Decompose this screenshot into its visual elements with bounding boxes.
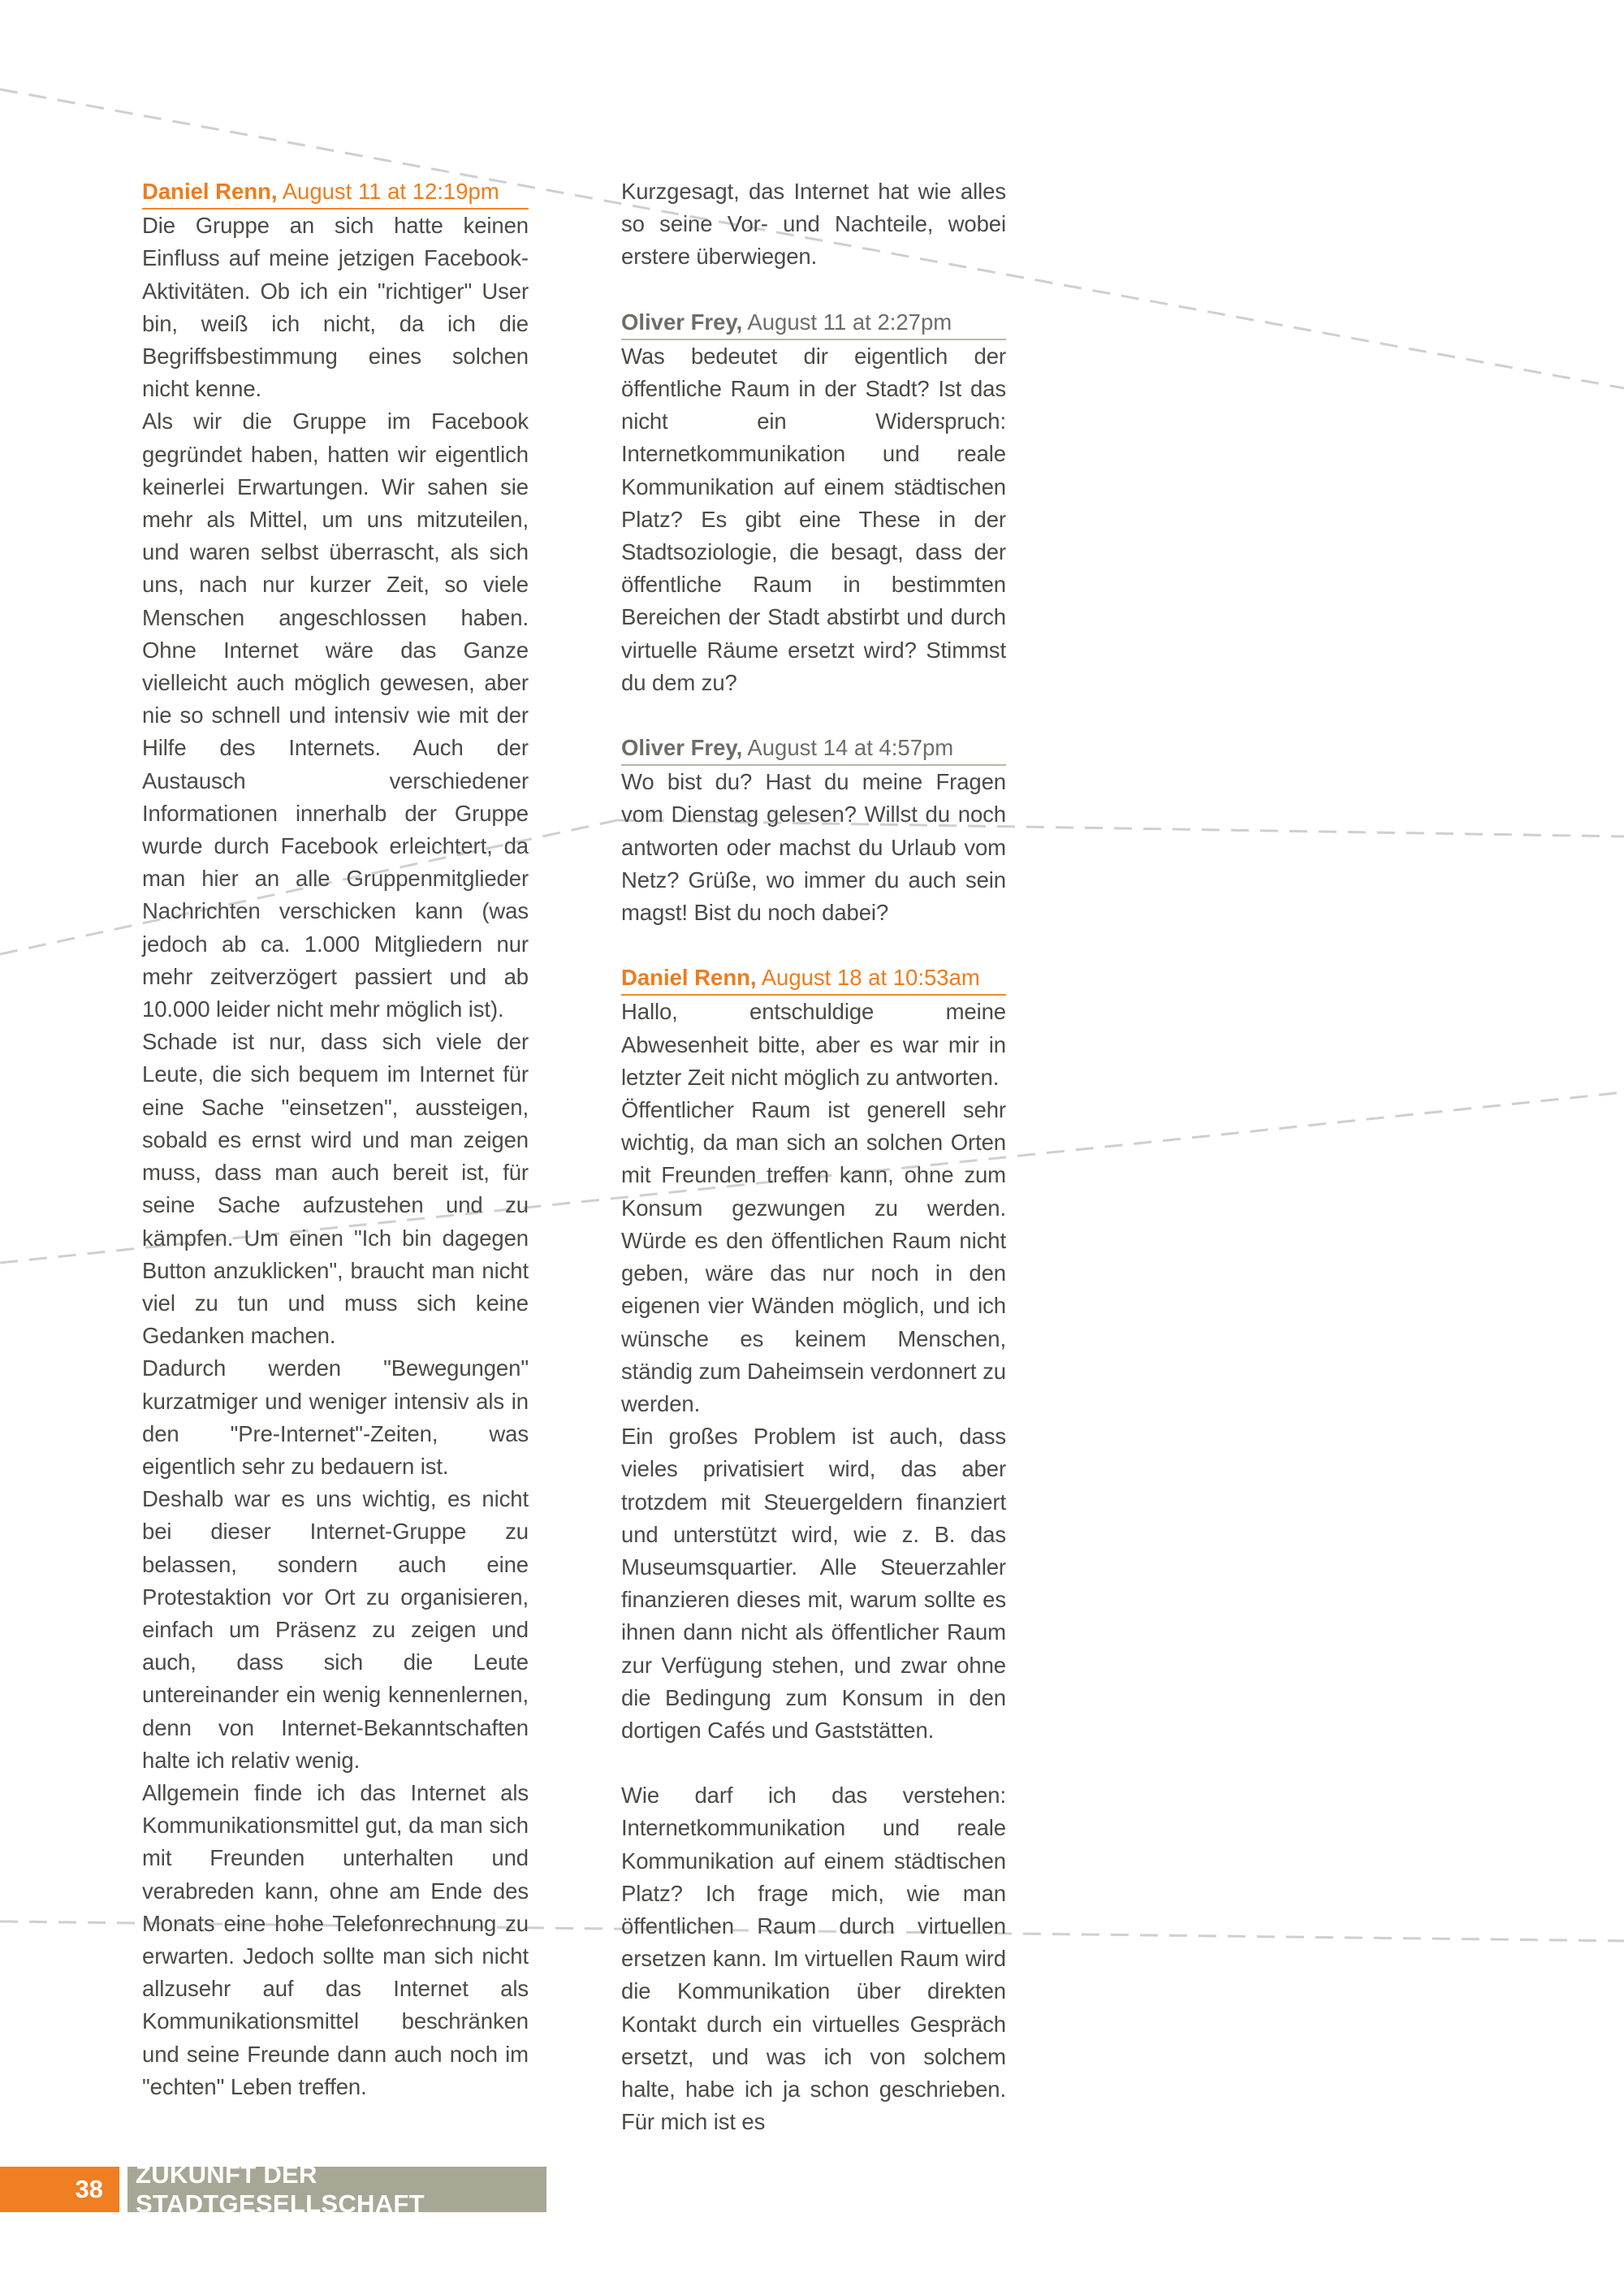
section-title: ZUKUNFT DER STADTGESELLSCHAFT <box>127 2167 546 2212</box>
spacer <box>621 274 1006 306</box>
post-date: August 14 at 4:57pm <box>747 735 954 761</box>
post-header <box>142 175 529 210</box>
right-column <box>621 175 1006 2138</box>
post-author: Oliver Frey, <box>621 735 743 761</box>
post-paragraph: Als wir die Gruppe im Facebook gegründet haben, hatten wir eigentlich keinerlei Erwartungen. Wir sahen sie mehr als Mittel, um uns mitzuteilen, und waren selbst überrascht, als sich uns, nach nur kurzer Zeit, so viele Menschen angeschlossen haben. Ohne Internet wäre das Ganze vielleicht auch möglich gewesen, aber nie so schnell und intensiv wie mit der Hilfe des Internets. Auch der Austausch verschiedener Informationen innerhalb der Gruppe wurde durch Facebook erleichtert, da man hier an alle Gruppenmitglieder Nachrichten verschicken kann (was jedoch ab ca. 1.000 Mitgliedern nur mehr zeitverzögert passiert und ab 10.000 leider nicht mehr möglich ist). <box>142 408 529 1022</box>
left-column <box>142 175 529 2103</box>
post-author: Daniel Renn, <box>621 965 757 991</box>
post-paragraph: Die Gruppe an sich hatte keinen Einfluss auf meine jetzigen Facebook-Aktivitäten. Ob ich ein "richtiger" User bin, weiß ich nicht, da ich die Begriffsbestimmung eines solchen nicht kenne. <box>142 213 529 402</box>
post-paragraph: Ein großes Problem ist auch, dass vieles privatisiert wird, das aber trotzdem mit Steuergeldern finanziert und unterstützt wird, wie z. B. das Museumsquartier. Alle Steuerzahler finanzieren dieses mit, warum sollte es ihnen dann nicht als öffentlicher Raum zur Verfügung stehen, und zwar ohne die Bedingung zum Konsum in den dortigen Cafés und Gaststätten. <box>621 1424 1006 1743</box>
page-number: 38 <box>0 2167 119 2212</box>
spacer <box>621 699 1006 732</box>
post-paragraph: Dadurch werden "Bewegungen" kurzatmiger und weniger intensiv als in den "Pre-Internet"-Zeiten, was eigentlich sehr zu bedauern ist. <box>142 1355 529 1479</box>
post-paragraph: Öffentlicher Raum ist generell sehr wichtig, da man sich an solchen Orten mit Freunden treffen kann, ohne zum Konsum gezwungen zu werden. Würde es den öffentlichen Raum nicht geben, wäre das nur noch in den eigenen vier Wänden möglich, und ich wünsche es keinem Menschen, ständig zum Daheimsein verdonnert zu werden. <box>621 1097 1006 1416</box>
post-header <box>621 306 1006 340</box>
post-paragraph: Deshalb war es uns wichtig, es nicht bei dieser Internet-Gruppe zu belassen, sondern auch eine Protestaktion vor Ort zu organisieren, einfach um Präsenz zu zeigen und auch, dass sich die Leute untereinander ein wenig kennenlernen, denn von Internet-Bekanntschaften halte ich relativ wenig. <box>142 1486 529 1773</box>
post-date: August 18 at 10:53am <box>761 965 980 991</box>
post-author: Oliver Frey, <box>621 309 743 335</box>
post-paragraph: Schade ist nur, dass sich viele der Leute, die sich bequem im Internet für eine Sache "einsetzen", aussteigen, sobald es ernst wird und man zeigen muss, dass man auch bereit ist, für seine Sache aufzustehen und zu kämpfen. Um einen "Ich bin dagegen Button anzuklicken", braucht man nicht viel zu tun und muss sich keine Gedanken machen. <box>142 1029 529 1349</box>
spacer <box>621 929 1006 962</box>
spacer <box>621 1747 1006 1779</box>
post-header <box>621 962 1006 996</box>
post-paragraph: Was bedeutet dir eigentlich der öffentliche Raum in der Stadt? Ist das nicht ein Widerspruch: Internetkommunikation und reale Kommunikation auf einem städtischen Platz? Es gibt eine These in der Stadtsoziologie, die besagt, dass der öffentliche Raum in bestimmten Bereichen der Stadt abstirbt und durch virtuelle Räume ersetzt wird? Stimmst du dem zu? <box>621 343 1006 695</box>
post-paragraph: Hallo, entschuldige meine Abwesenheit bitte, aber es war mir in letzter Zeit nicht möglich zu antworten. <box>621 999 1006 1090</box>
post-author: Daniel Renn, <box>142 179 278 204</box>
continuation-paragraph: Kurzgesagt, das Internet hat wie alles so seine Vor- und Nachteile, wobei erstere überwiegen. <box>621 179 1006 270</box>
post-date: August 11 at 12:19pm <box>282 179 499 204</box>
post-paragraph: Wo bist du? Hast du meine Fragen vom Dienstag gelesen? Willst du noch antworten oder machst du Urlaub vom Netz? Grüße, wo immer du auch sein magst! Bist du noch dabei? <box>621 769 1006 926</box>
post-date: August 11 at 2:27pm <box>747 309 952 335</box>
post-paragraph: Wie darf ich das verstehen: Internetkommunikation und reale Kommunikation auf einem städtischen Platz? Ich frage mich, wie man öffentlichen Raum durch virtuellen ersetzen kann. Im virtuellen Raum wird die Kommunikation über direkten Kontakt durch ein virtuelles Gespräch ersetzt, und was ich von solchem halte, habe ich ja schon geschrieben. Für mich ist es <box>621 1783 1006 2135</box>
post-paragraph: Allgemein finde ich das Internet als Kommunikationsmittel gut, da man sich mit Freunden unterhalten und verabreden kann, ohne am Ende des Monats eine hohe Telefonrechnung zu erwarten. Jedoch sollte man sich nicht allzusehr auf das Internet als Kommunikationsmittel beschränken und seine Freunde dann auch noch im "echten" Leben treffen. <box>142 1779 529 2099</box>
post-header <box>621 732 1006 766</box>
